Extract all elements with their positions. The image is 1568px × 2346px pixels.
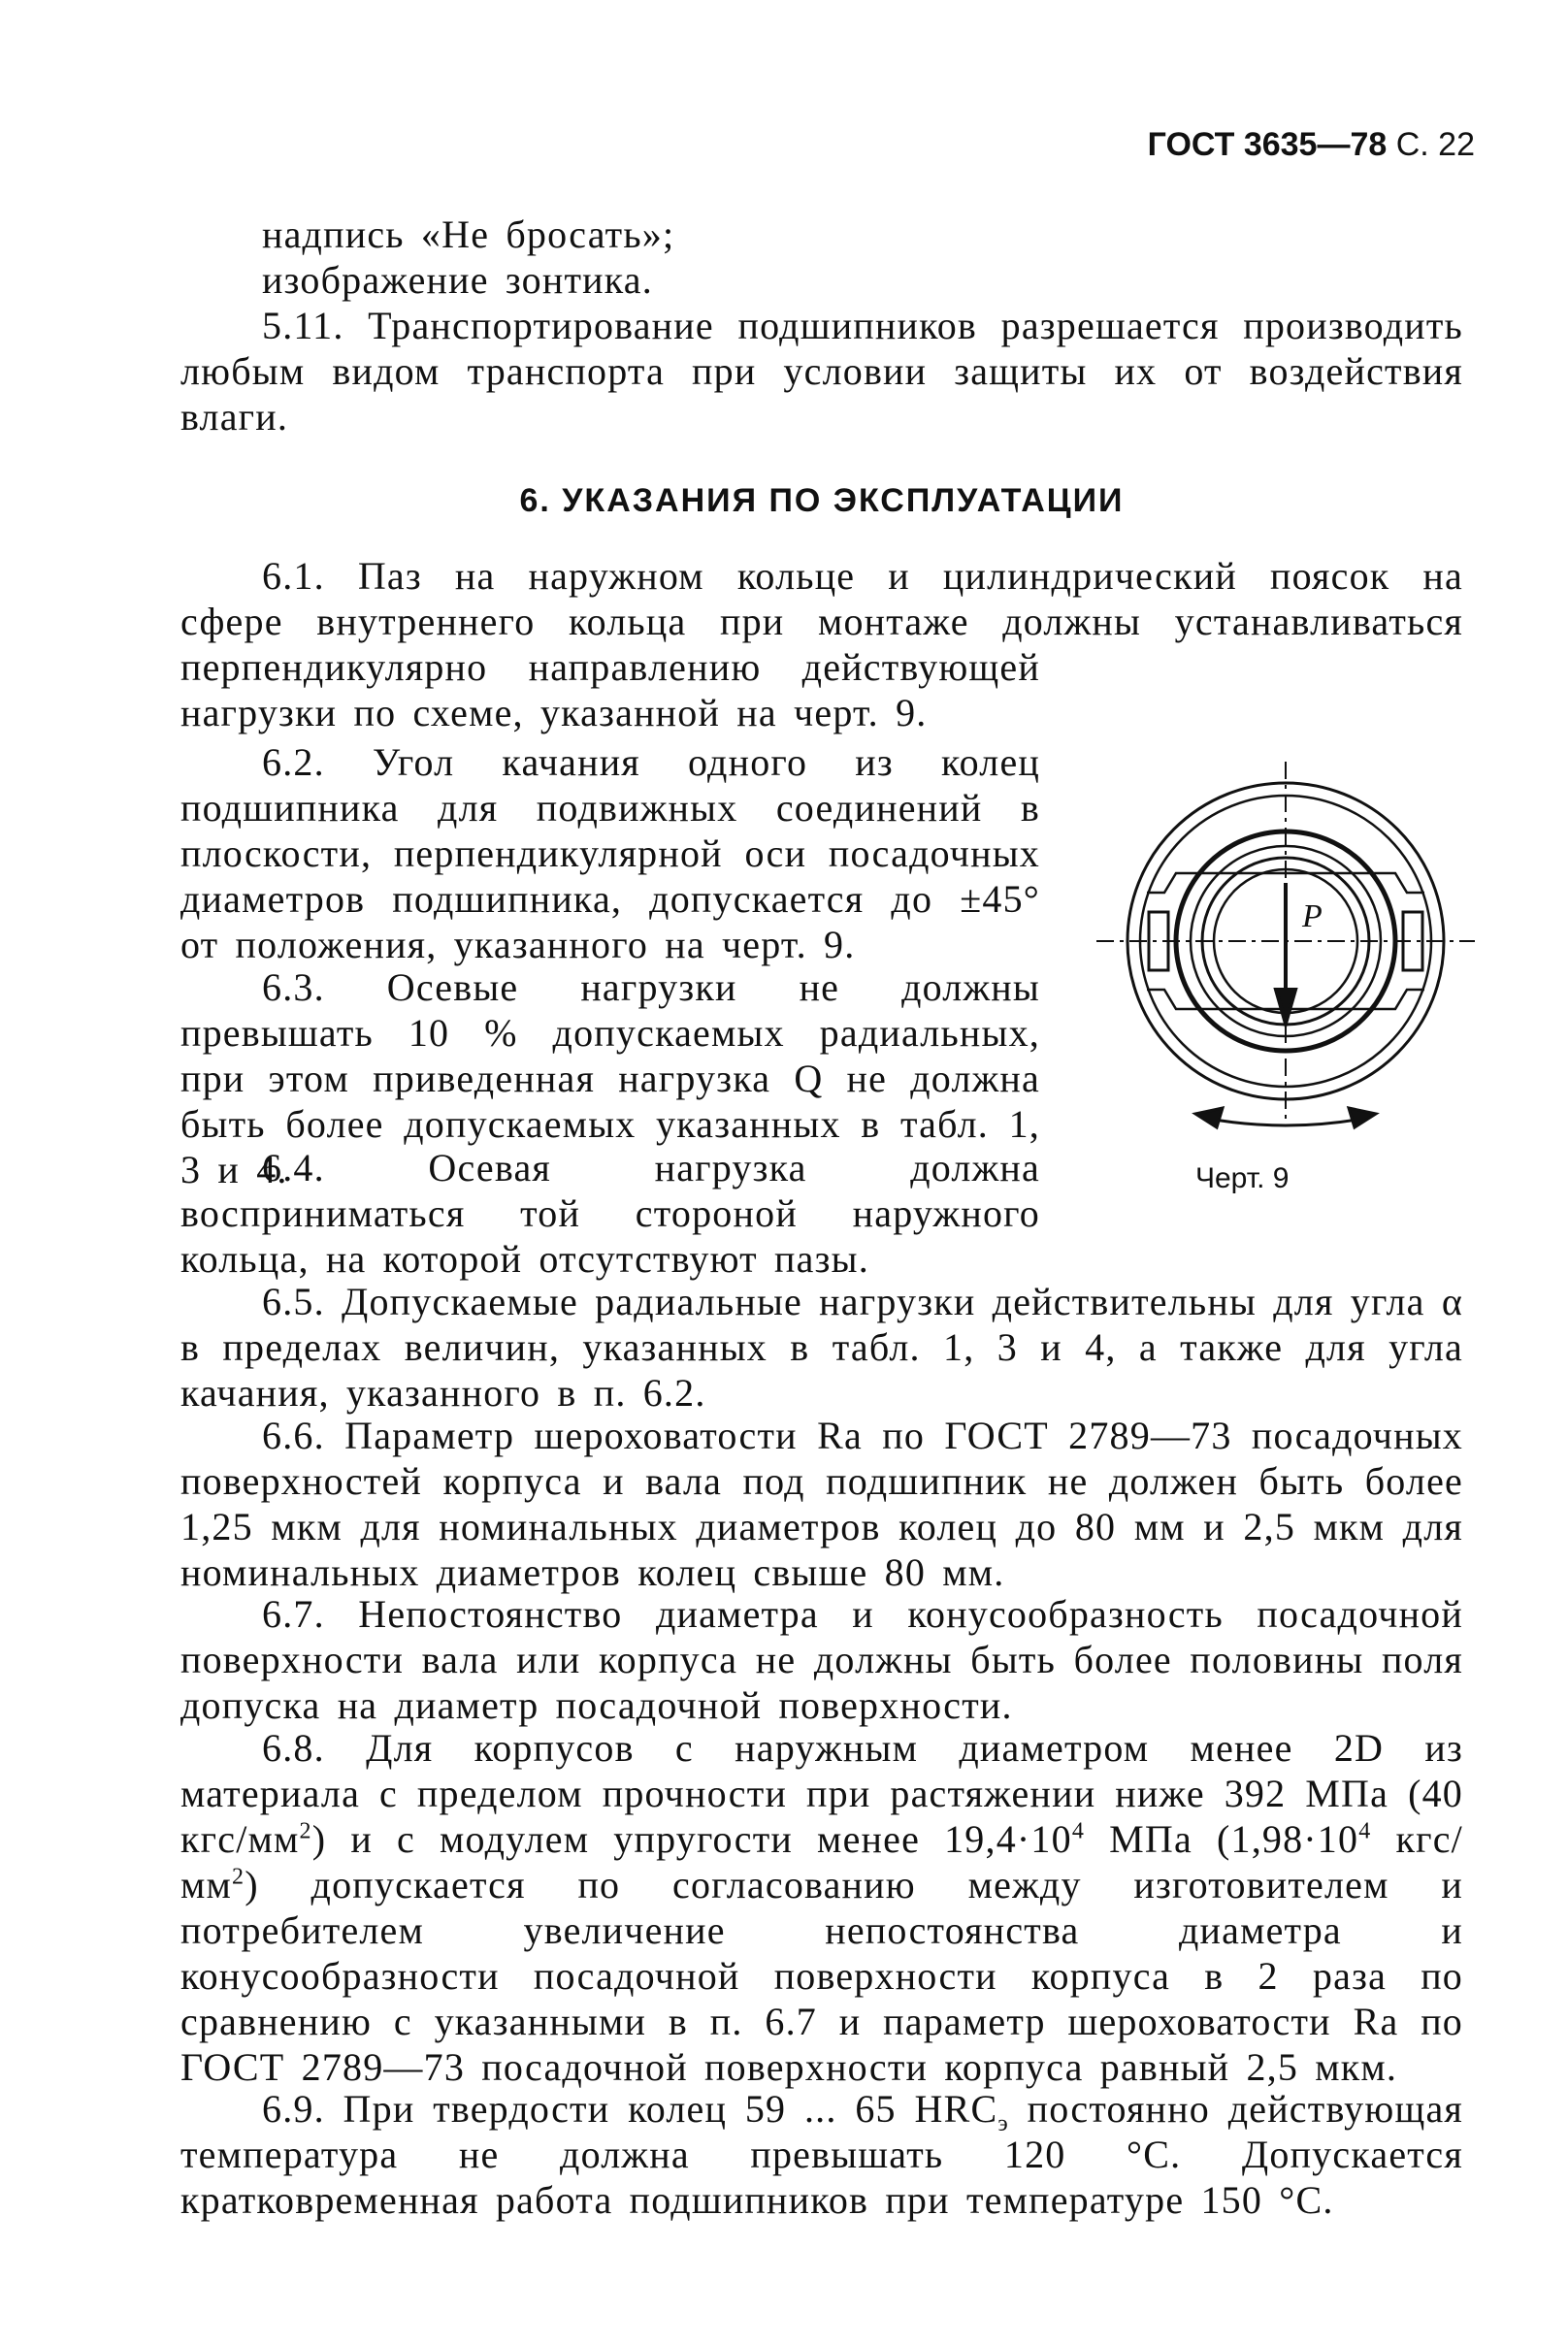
text-run: кгс/мм <box>180 1817 1463 1906</box>
page-number: С. 22 <box>1395 126 1475 163</box>
text-run: ) допускается по согласованию между изготовителем и потребителем увеличение непостоянства диаметра и конусообразности посадочной поверхности корпуса в 2 раза по сравнению с указанными в п. 6.7 и параметр шероховатости Ra по ГОСТ 2789—73 посадочной поверхности корпуса равный 2,5 мкм. <box>180 1863 1463 2089</box>
paragraph-6-5: 6.5. Допускаемые радиальные нагрузки действительны для угла α в пределах величин, указанных в табл. 1, 3 и 4, а также для угла качания, указанного в п. 6.2. <box>180 1280 1463 1415</box>
paragraph-6-8 <box>180 1725 1463 2090</box>
gost-number: ГОСТ 3635—78 <box>1147 126 1388 163</box>
text-line: надпись «Не бросать»; <box>262 212 675 256</box>
page-header <box>1106 126 1475 164</box>
paragraph-6-6: 6.6. Параметр шероховатости Ra по ГОСТ 2789—73 посадочных поверхностей корпуса и вала под подшипник не должен быть более 1,25 мкм для номинальных диаметров колец до 80 мм и 2,5 мкм для номинальных диаметров колец свыше 80 мм. <box>180 1414 1463 1594</box>
paragraph-6-2: 6.2. Угол качания одного из колец подшипника для подвижных соединений в плоскости, перпендикулярной оси посадочных диаметров подшипника, допускается до ±45° от положения, указанного на черт. 9. <box>180 740 1040 966</box>
superscript: 2 <box>232 1864 245 1890</box>
superscript: 4 <box>1071 1818 1086 1844</box>
text-run: 6.9. При твердости колец 59 ... 65 HRC <box>262 2087 998 2131</box>
text-run: 6.8. Для корпусов с наружным диаметром менее 2D из материала с пределом прочности при растяжении ниже 392 МПа (40 кгс/мм <box>180 1726 1463 1861</box>
paragraph-5-10-continuation <box>180 212 1463 303</box>
text-run: ) и с модулем упругости менее 19,4·10 <box>311 1817 1072 1861</box>
paragraph-6-1-line-2: сфере внутреннего кольца при монтаже должны устанавливаться <box>180 600 1463 643</box>
figure-caption: Черт. 9 <box>1195 1162 1290 1194</box>
section-title: 6. УКАЗАНИЯ ПО ЭКСПЛУАТАЦИИ <box>519 482 1125 519</box>
text-run: постоянно действующая температура не должна превышать 120 °С. Допускается кратковременная работа подшипников при температуре 150 °С. <box>180 2087 1464 2222</box>
superscript: 4 <box>1358 1818 1372 1844</box>
paragraph-6-3: 6.3. Осевые нагрузки не должны превышать 10 % допускаемых радиальных, при этом приведенная нагрузка Q не должна быть более допускаемых указанных в табл. 1, 3 и 4. <box>180 965 1040 1191</box>
load-label: P <box>1302 898 1323 934</box>
paragraph-6-1-rest: перпендикулярно направлению действующей нагрузки по схеме, указанной на черт. 9. <box>180 645 1040 734</box>
bearing-drawing <box>1087 747 1485 1203</box>
superscript: 2 <box>299 1818 312 1844</box>
paragraph-6-9 <box>180 2086 1463 2223</box>
bearing-drawing-figure <box>1087 747 1485 1203</box>
paragraph-6-4: 6.4. Осевая нагрузка должна восприниматься той стороной наружного кольца, на которой отсутствуют пазы. <box>180 1146 1040 1281</box>
paragraph-6-1-line-1: 6.1. Паз на наружном кольце и цилиндрический поясок на <box>262 554 1463 598</box>
paragraph-6-7: 6.7. Непостоянство диаметра и конусообразность посадочной поверхности вала или корпуса не должны быть более половины поля допуска на диаметр посадочной поверхности. <box>180 1592 1463 1727</box>
paragraph-5-11: 5.11. Транспортирование подшипников разрешается производить любым видом транспорта при условии защиты их от воздействия влаги. <box>180 304 1463 439</box>
subscript: э <box>997 2111 1009 2136</box>
text-run: МПа (1,98·10 <box>1085 1817 1359 1861</box>
text-line: изображение зонтика. <box>262 258 653 302</box>
